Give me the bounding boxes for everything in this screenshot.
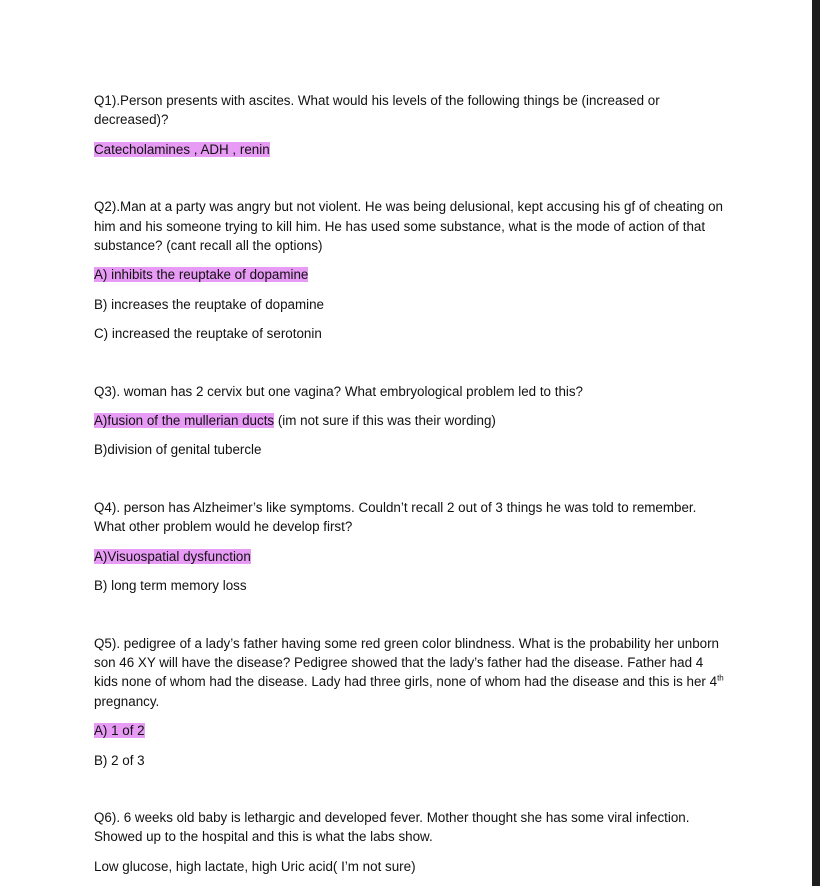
answer-option: C) increased the reuptake of serotonin	[94, 326, 322, 342]
answer-option	[94, 140, 724, 159]
question-stem: Q1).Person presents with ascites. What would his levels of the following things be (increased or decreased)?	[94, 93, 660, 128]
answer-option	[94, 411, 724, 430]
answer-option: Low glucose, high lactate, high Uric acid( I’m not sure)	[94, 858, 416, 874]
answer-note: (im not sure if this was their wording)	[274, 413, 496, 429]
question-stem: Q6). 6 weeks old baby is lethargic and developed fever. Mother thought she has some viral infection. Showed up to the hospital and this is what the labs show.	[94, 809, 690, 845]
answer-option: B) long term memory loss	[94, 578, 247, 594]
answer-option: B) increases the reuptake of dopamine	[94, 296, 325, 312]
document-content	[94, 91, 724, 876]
answer-option: B) 2 of 3	[94, 752, 145, 768]
question-stem	[94, 634, 724, 712]
viewer-scroll-edge[interactable]	[812, 0, 820, 886]
question-4	[94, 498, 724, 596]
question-5	[94, 634, 724, 770]
highlighted-answer: A) inhibits the reuptake of dopamine	[94, 267, 309, 283]
ordinal-suffix: th	[717, 673, 724, 683]
highlighted-answer: Catecholamines , ADH , renin	[94, 141, 270, 157]
question-3	[94, 382, 724, 460]
answer-option	[94, 547, 724, 566]
question-stem: Q4). person has Alzheimer’s like symptoms. Couldn’t recall 2 out of 3 things he was told to remember. What other problem would he develop first?	[94, 499, 697, 535]
answer-option	[94, 265, 724, 284]
highlighted-answer: A) 1 of 2	[94, 723, 145, 739]
highlighted-answer: A)Visuospatial dysfunction	[94, 548, 251, 564]
question-1	[94, 91, 724, 159]
stem-text-end: pregnancy.	[94, 693, 160, 709]
answer-option	[94, 721, 724, 740]
highlighted-answer: A)fusion of the mullerian ducts	[94, 413, 275, 429]
question-stem: Q2).Man at a party was angry but not violent. He was being delusional, kept accusing his gf of cheating on him and his someone trying to kill him. He has used some substance, what is the mode of action of that substance? (cant recall all the options)	[94, 199, 723, 254]
stem-text: Q5). pedigree of a lady’s father having some red green color blindness. What is the probability her unborn son 46 XY will have the disease? Pedigree showed that the lady’s father had the disease. Father had 4 kids none of whom had the disease. Lady had three girls, none of whom had the disease and this is her 4	[94, 635, 720, 690]
question-2	[94, 197, 724, 343]
question-6	[94, 808, 724, 876]
answer-option: B)division of genital tubercle	[94, 442, 262, 458]
question-stem: Q3). woman has 2 cervix but one vagina? What embryological problem led to this?	[94, 383, 584, 399]
